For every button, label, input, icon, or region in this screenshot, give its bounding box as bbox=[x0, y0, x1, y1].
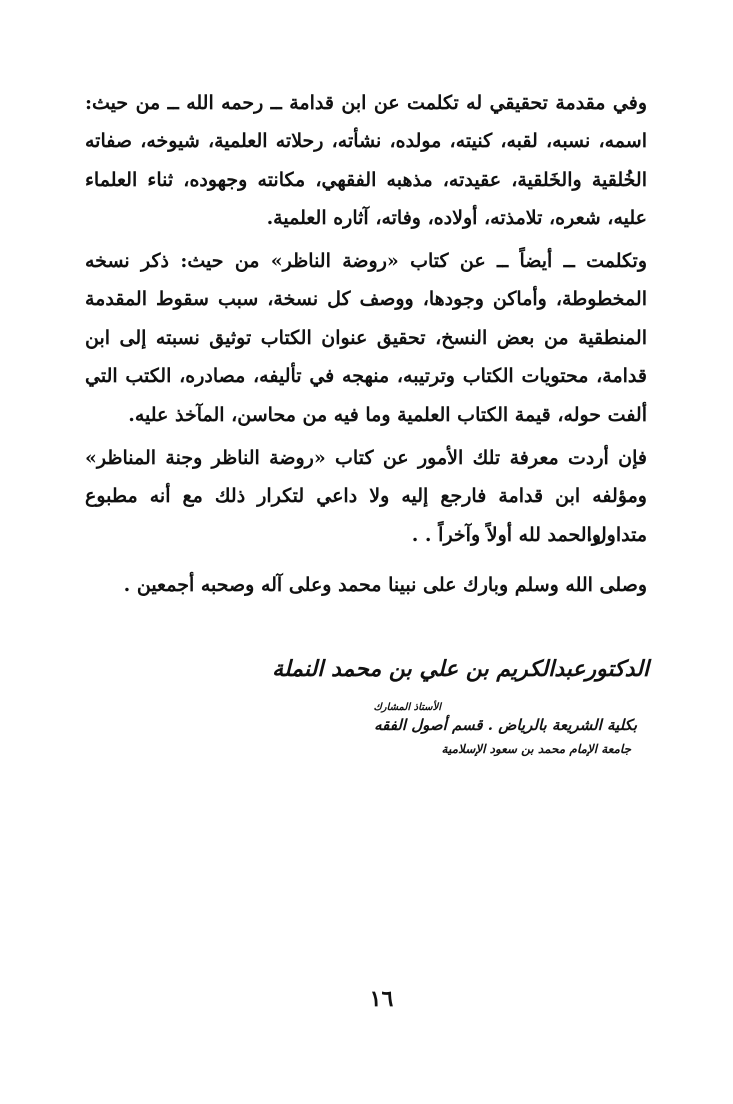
signature-university: جامعة الإمام محمد بن سعود الإسلامية bbox=[441, 742, 631, 756]
signature-name: الدكتورعبدالكريم بن علي بن محمد النملة bbox=[272, 656, 649, 682]
signature-title: الأستاذ المشارك bbox=[373, 702, 441, 713]
signature-department: بكلية الشريعة بالرياض . قسم أصول الفقه bbox=[374, 716, 637, 734]
page-number: ١٦ bbox=[369, 986, 394, 1012]
paragraph-reference: فإن أردت معرفة تلك الأمور عن كتاب «روضة الناظر وجنة المناظر» ومؤلفه ابن قدامة فارجع إليه ولا داعي لتكرار ذلك مع أنه مطبوع متداول. bbox=[85, 447, 647, 546]
paragraph-introduction: وفي مقدمة تحقيقي له تكلمت عن ابن قدامة ــ رحمه الله ــ من حيث: اسمه، نسبه، لقبه، كنيته، مولده، نشأته، رحلاته العلمية، شيوخه، صفاته الخُلقية والخَلقية، عقيدته، مذهبه الفقهي، مكانته وجهوده، ثناء العلماء عليه، شعره، تلامذته، أولاده، وفاته، آثاره العلمية. bbox=[85, 92, 647, 230]
closing-line: وصلى الله وسلم وبارك على نبينا محمد وعلى آله وصحبه أجمعين . bbox=[123, 574, 647, 596]
paragraph-book-description: وتكلمت ــ أيضاً ــ عن كتاب «روضة الناظر» من حيث: ذكر نسخه المخطوطة، وأماكن وجودها، ووصف كل نسخة، سبب سقوط المقدمة المنطقية من بعض النسخ، تحقيق عنوان الكتاب توثيق نسبته إلى ابن قدامة، محتويات الكتاب وترتيبه، منهجه في تأليفه، مصادره، الكتب التي ألفت حوله، قيمة الكتاب العلمية وما فيه من محاسن، المآخذ عليه. bbox=[85, 250, 647, 426]
praise-line: والحمد لله أولاً وآخراً . . bbox=[411, 524, 601, 546]
